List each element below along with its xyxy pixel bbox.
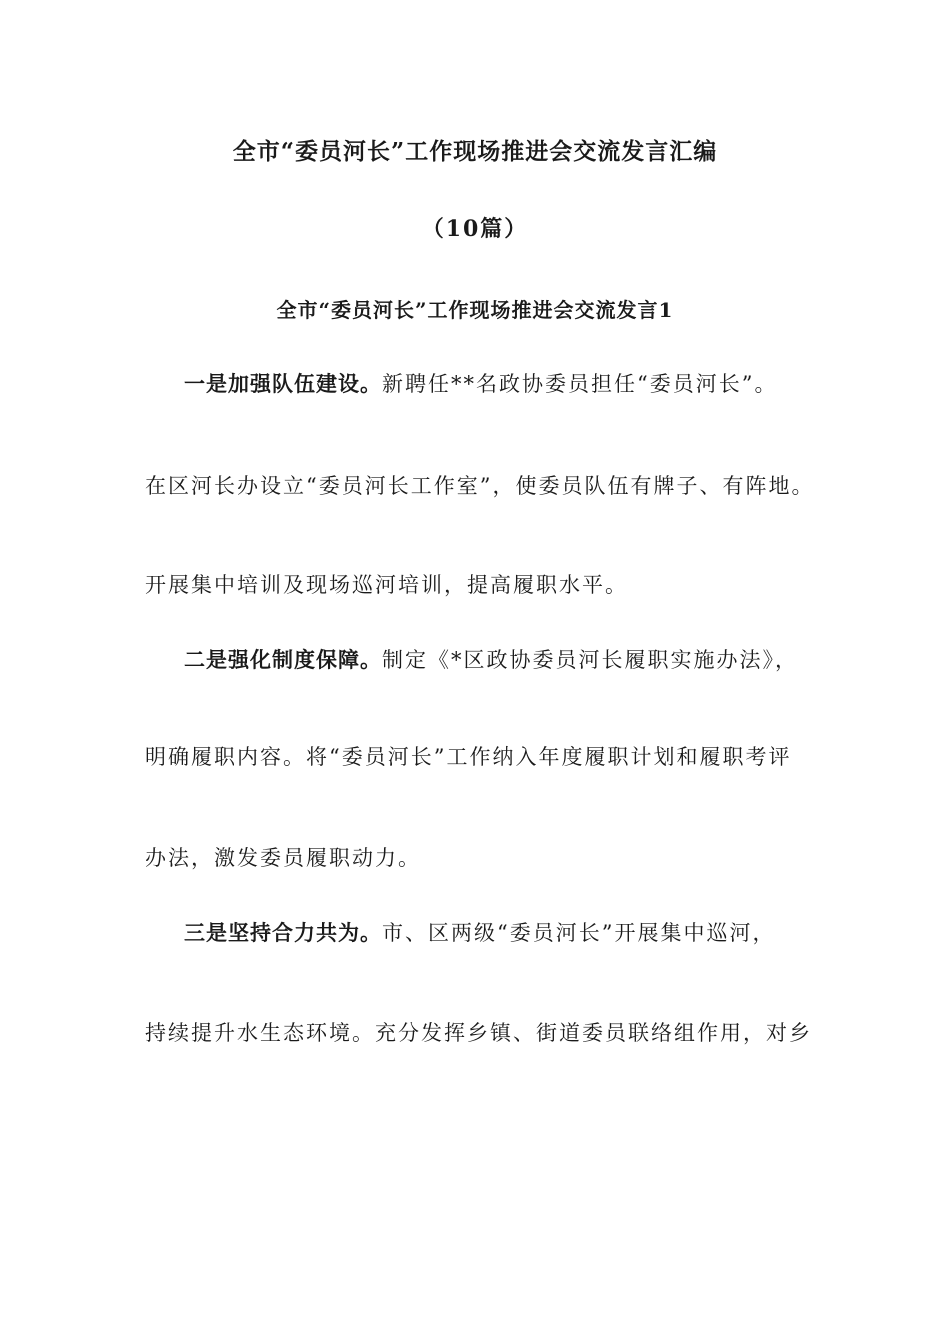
paragraph-2-text: 制定《*区政协委员河长履职实施办法》， — [382, 648, 798, 672]
paragraph-2-line-2: 明确履职内容。将“委员河长”工作纳入年度履职计划和履职考评 — [145, 745, 792, 769]
paragraph-1-line-2: 在区河长办设立“委员河长工作室”，使委员队伍有牌子、有阵地。 — [145, 474, 815, 498]
paragraph-3-text: 市、区两级“委员河长”开展集中巡河， — [382, 921, 776, 945]
document-subtitle: （10篇） — [421, 216, 529, 242]
paragraph-1-text: 新聘任**名政协委员担任“委员河长”。 — [382, 372, 778, 396]
section-title: 全市“委员河长”工作现场推进会交流发言1 — [276, 298, 674, 322]
paragraph-1-first-line — [184, 369, 777, 399]
paragraph-2-line-3: 办法，激发委员履职动力。 — [145, 846, 421, 870]
paragraph-3-first-line — [184, 918, 775, 948]
document-title: 全市“委员河长”工作现场推进会交流发言汇编 — [232, 138, 718, 165]
paragraph-2-first-line — [184, 645, 798, 675]
paragraph-3-lead: 三是坚持合力共为。 — [184, 921, 382, 945]
paragraph-2-lead: 二是强化制度保障。 — [184, 648, 382, 672]
paragraph-3-line-2: 持续提升水生态环境。充分发挥乡镇、街道委员联络组作用，对乡 — [145, 1021, 812, 1045]
paragraph-1-lead: 一是加强队伍建设。 — [184, 372, 382, 396]
paragraph-1-line-3: 开展集中培训及现场巡河培训，提高履职水平。 — [145, 573, 628, 597]
